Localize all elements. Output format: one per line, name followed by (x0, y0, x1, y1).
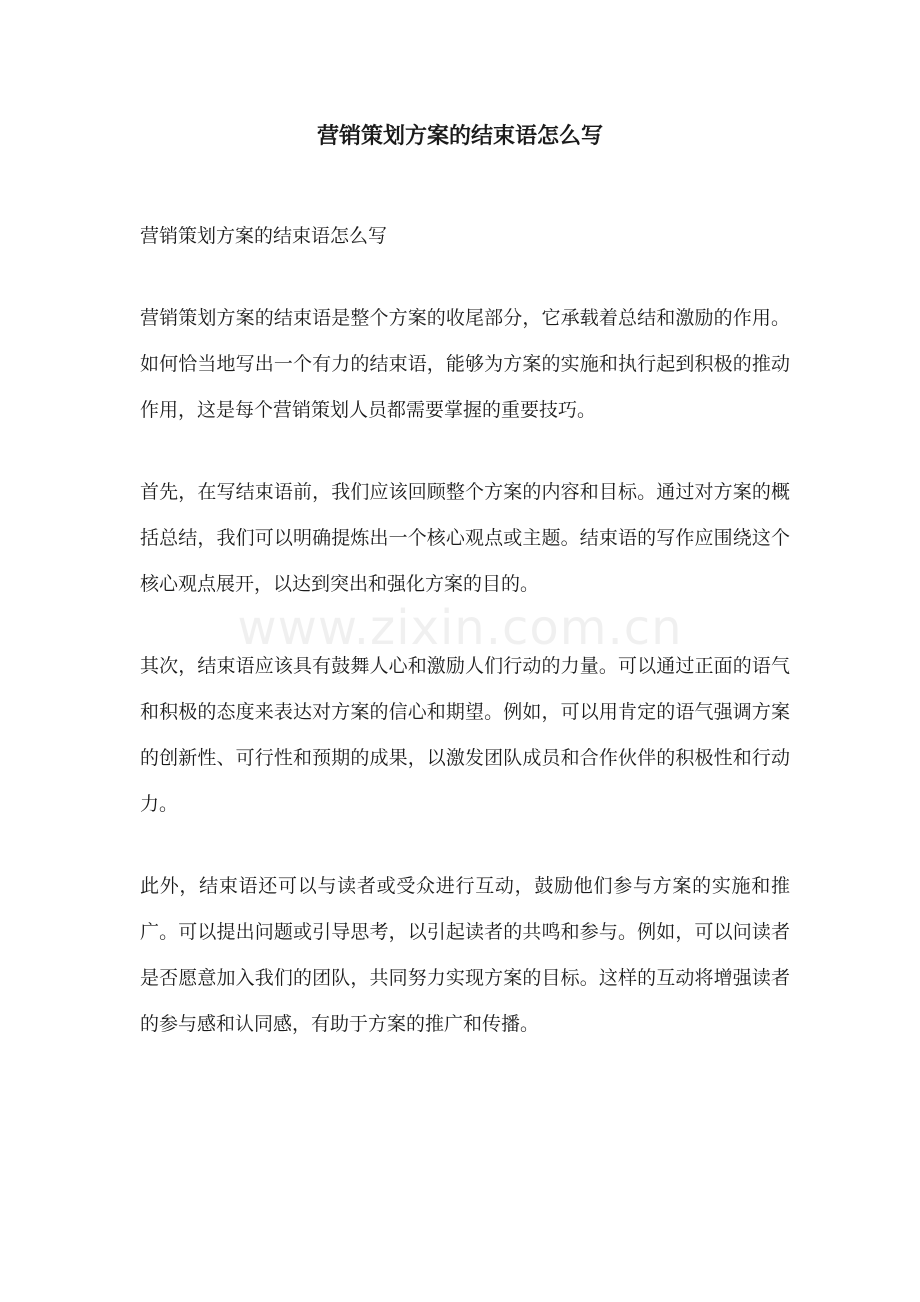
document-body (140, 213, 790, 1083)
paragraph-2: 首先，在写结束语前，我们应该回顾整个方案的内容和目标。通过对方案的概括总结，我们可以明确提炼出一个核心观点或主题。结束语的写作应围绕这个核心观点展开，以达到突出和强化方案的目的。 (140, 481, 790, 595)
watermark: www.zixin.com.cn (237, 600, 683, 656)
paragraph-1: 营销策划方案的结束语是整个方案的收尾部分，它承载着总结和激励的作用。如何恰当地写出一个有力的结束语，能够为方案的实施和执行起到积极的推动作用，这是每个营销策划人员都需要掌握的重要技巧。 (140, 307, 790, 421)
document-subtitle: 营销策划方案的结束语怎么写 (140, 225, 388, 247)
paragraph-4: 此外，结束语还可以与读者或受众进行互动，鼓励他们参与方案的实施和推广。可以提出问题或引导思考，以引起读者的共鸣和参与。例如，可以问读者是否愿意加入我们的团队，共同努力实现方案的目标。这样的互动将增强读者的参与感和认同感，有助于方案的推广和传播。 (140, 875, 790, 1035)
paragraph-3: 其次，结束语应该具有鼓舞人心和激励人们行动的力量。可以通过正面的语气和积极的态度来表达对方案的信心和期望。例如，可以用肯定的语气强调方案的创新性、可行性和预期的成果，以激发团队成员和合作伙伴的积极性和行动力。 (140, 655, 790, 815)
document-title: 营销策划方案的结束语怎么写 (316, 123, 603, 149)
